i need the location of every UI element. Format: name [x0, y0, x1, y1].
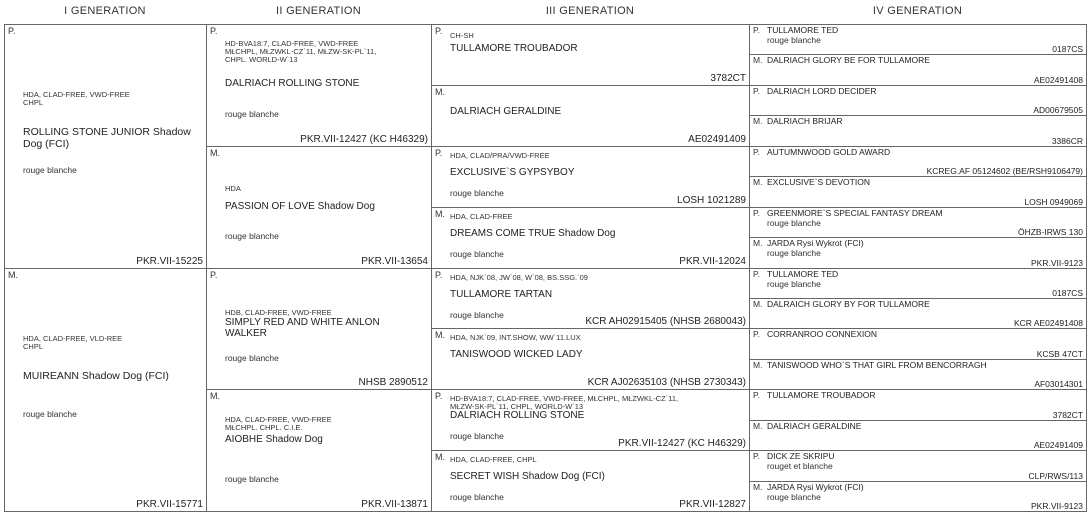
registration-number: PKR.VII-12427 (KC H46329): [300, 134, 428, 145]
generation-4-dam-cell: [749, 237, 1087, 269]
registration-number: 3386CR: [1051, 136, 1083, 146]
generation-2-header: II GENERATION: [276, 5, 361, 17]
titles: HDA, CLAD-FREE, VWD-FREE CHPL: [23, 90, 130, 107]
registration-number: PKR.VII-12827: [679, 499, 746, 510]
generation-4-sire-cell: [749, 207, 1087, 238]
dog-name: DALRIACH GLORY BE FOR TULLAMORE: [767, 55, 930, 65]
generation-4-dam-cell: [749, 481, 1087, 512]
generation-3-dam-cell: [431, 328, 750, 390]
parent-tag: P.: [753, 329, 760, 339]
coat-color: rouge blanche: [225, 109, 279, 119]
coat-color: rouge blanche: [225, 353, 279, 363]
registration-number: KCSB 47CT: [1036, 349, 1083, 359]
titles: HDA, CLAD-FREE, CHPL: [450, 455, 537, 464]
parent-tag: M.: [753, 299, 763, 309]
generation-4-sire-cell: [749, 24, 1087, 55]
parent-tag: M.: [753, 238, 763, 248]
dog-name: TULLAMORE TED: [767, 269, 839, 279]
coat-color: rouge blanche: [225, 474, 279, 484]
dog-name: TULLAMORE TED: [767, 25, 839, 35]
registration-number: 0187CS: [1052, 44, 1083, 54]
generation-4-dam-cell: [749, 359, 1087, 390]
dog-name: DALRIACH ROLLING STONE: [450, 410, 585, 421]
dog-name: AUTUMNWOOD GOLD AWARD: [767, 147, 891, 157]
parent-tag: M.: [435, 330, 445, 340]
coat-color: rouge blanche: [450, 492, 504, 502]
parent-tag: P.: [210, 26, 218, 36]
parent-tag: P.: [753, 390, 760, 400]
dog-name: CORRANROO CONNEXION: [767, 329, 878, 339]
generation-1-dam-cell: [4, 268, 207, 512]
titles: HDA, CLAD-FREE: [450, 212, 513, 221]
parent-tag: P.: [435, 270, 443, 280]
parent-tag: P.: [753, 208, 760, 218]
titles: HDA, CLAD/PRA/VWD-FREE: [450, 151, 550, 160]
dog-name: SECRET WISH Shadow Dog (FCI): [450, 471, 605, 482]
titles: HDB, CLAD-FREE, VWD-FREE: [225, 308, 332, 317]
parent-tag: M.: [753, 421, 763, 431]
titles: HD-BVA18:7, CLAD-FREE, VWD-FREE, MŁCHPL, MŁZWKL-CZ`11, MŁZW-SK-PL`11, CHPL, WORLD-W`13: [450, 394, 679, 411]
titles: CH-SH: [450, 31, 474, 40]
registration-number: AD00679505: [1033, 105, 1083, 115]
registration-number: KCR AJ02635103 (NHSB 2730343): [587, 377, 746, 388]
generation-4-dam-cell: [749, 176, 1087, 208]
registration-number: PKR.VII-13654: [361, 256, 428, 267]
titles: HDA, CLAD-FREE, VLD-REE CHPL: [23, 334, 123, 351]
dog-name: GREENMORE`S SPECIAL FANTASY DREAM: [767, 208, 943, 218]
coat-color: rouge blanche: [23, 409, 77, 419]
dog-name: AIOBHE Shadow Dog: [225, 434, 323, 445]
coat-color: rouge blanche: [450, 431, 504, 441]
registration-number: AE02491409: [1033, 440, 1083, 450]
generation-4-sire-cell: [749, 450, 1087, 482]
generation-4-dam-cell: [749, 115, 1087, 147]
dog-name: JARDA Rysi Wykrot (FCI): [767, 238, 864, 248]
coat-color: rouge blanche: [225, 231, 279, 241]
coat-color: rouge blanche: [450, 188, 504, 198]
parent-tag: P.: [435, 391, 443, 401]
parent-tag: M.: [753, 360, 763, 370]
titles: HDA, CLAD-FREE, VWD-FREE MŁCHPL. CHPL. C.I.E.: [225, 415, 332, 432]
titles: HDA, NJK`09, INT.SHOW, WW`11.LUX: [450, 333, 581, 342]
generation-4-dam-cell: [749, 54, 1087, 86]
titles: HDA: [225, 184, 241, 193]
parent-tag: M.: [8, 270, 18, 280]
generation-3-dam-cell: [431, 450, 750, 512]
parent-tag: M.: [753, 177, 763, 187]
generation-4-sire-cell: [749, 146, 1087, 177]
coat-color: rouge blanche: [767, 35, 821, 45]
dog-name: ROLLING STONE JUNIOR Shadow Dog (FCI): [23, 126, 191, 150]
registration-number: 0187CS: [1052, 288, 1083, 298]
parent-tag: P.: [753, 147, 760, 157]
dog-name: PASSION OF LOVE Shadow Dog: [225, 201, 375, 212]
generation-1-header: I GENERATION: [64, 5, 146, 17]
registration-number: LOSH 0949069: [1024, 197, 1083, 207]
registration-number: 3782CT: [1052, 410, 1083, 420]
dog-name: DALRAICH GLORY BY FOR TULLAMORE: [767, 299, 930, 309]
generation-2-sire-cell: [206, 24, 432, 147]
titles: HDA, NJK`08, JW`08, W`08, BS.SSG.`09: [450, 273, 588, 282]
generation-4-header: IV GENERATION: [872, 5, 963, 17]
registration-number: PKR.VII-9123: [1031, 501, 1083, 511]
generation-3-dam-cell: [431, 85, 750, 147]
coat-color: rouge blanche: [450, 249, 504, 259]
parent-tag: P.: [435, 148, 443, 158]
parent-tag: P.: [753, 451, 760, 461]
dog-name: DALRIACH GERALDINE: [767, 421, 862, 431]
parent-tag: P.: [210, 270, 218, 280]
parent-tag: M.: [753, 116, 763, 126]
parent-tag: P.: [435, 26, 443, 36]
dog-name: TULLAMORE TROUBADOR: [450, 43, 578, 54]
generation-4-dam-cell: [749, 420, 1087, 451]
generation-3-sire-cell: [431, 389, 750, 451]
generation-4-sire-cell: [749, 85, 1087, 116]
dog-name: EXCLUSIVE`S GYPSYBOY: [450, 167, 575, 178]
generation-1-sire-cell: [4, 24, 207, 269]
parent-tag: M.: [210, 391, 220, 401]
dog-name: JARDA Rysi Wykrot (FCI): [767, 482, 864, 492]
generation-2-sire-cell: [206, 268, 432, 390]
dog-name: DALRIACH LORD DECIDER: [767, 86, 877, 96]
parent-tag: M.: [210, 148, 220, 158]
dog-name: DALRIACH ROLLING STONE: [225, 78, 360, 89]
dog-name: TULLAMORE TARTAN: [450, 289, 553, 300]
generation-3-sire-cell: [431, 268, 750, 329]
dog-name: SIMPLY RED AND WHITE ANLON WALKER: [225, 317, 380, 339]
registration-number: ÖHZB-IRWS 130: [1017, 227, 1083, 237]
generation-2-dam-cell: [206, 389, 432, 512]
registration-number: PKR.VII-13871: [361, 499, 428, 510]
parent-tag: P.: [753, 269, 760, 279]
generation-3-sire-cell: [431, 24, 750, 86]
coat-color: rouge blanche: [450, 310, 504, 320]
parent-tag: M.: [753, 482, 763, 492]
dog-name: TANISWOOD WICKED LADY: [450, 349, 583, 360]
parent-tag: P.: [8, 26, 16, 36]
generation-4-sire-cell: [749, 389, 1087, 421]
parent-tag: M.: [753, 55, 763, 65]
coat-color: rouget et blanche: [767, 461, 833, 471]
dog-name: DALRIACH BRIJAR: [767, 116, 843, 126]
coat-color: rouge blanche: [767, 218, 821, 228]
generation-4-dam-cell: [749, 298, 1087, 329]
coat-color: rouge blanche: [767, 248, 821, 258]
registration-number: KCR AE02491408: [1014, 318, 1083, 328]
registration-number: PKR.VII-15771: [136, 499, 203, 510]
registration-number: AF03014301: [1034, 379, 1083, 389]
parent-tag: M.: [435, 452, 445, 462]
registration-number: NHSB 2890512: [358, 377, 428, 388]
registration-number: LOSH 1021289: [677, 195, 746, 206]
parent-tag: M.: [435, 209, 445, 219]
parent-tag: P.: [753, 86, 760, 96]
registration-number: AE02491408: [1033, 75, 1083, 85]
registration-number: PKR.VII-12024: [679, 256, 746, 267]
dog-name: MUIREANN Shadow Dog (FCI): [23, 370, 169, 382]
dog-name: DREAMS COME TRUE Shadow Dog: [450, 228, 616, 239]
generation-3-sire-cell: [431, 146, 750, 208]
dog-name: TANISWOOD WHO`S THAT GIRL FROM BENCORRAGH: [767, 360, 987, 370]
registration-number: PKR.VII-15225: [136, 256, 203, 267]
coat-color: rouge blanche: [767, 279, 821, 289]
registration-number: AE02491409: [688, 134, 746, 145]
generation-2-dam-cell: [206, 146, 432, 269]
parent-tag: P.: [753, 25, 760, 35]
registration-number: KCR AH02915405 (NHSB 2680043): [585, 316, 746, 327]
titles: HD-BVA18:7, CLAD-FREE, VWD-FREE MŁCHPL, MŁZWKL-CZ`11, MŁZW-SK-PL`11, CHPL. WORLD-W`13: [225, 39, 377, 64]
parent-tag: M.: [435, 87, 445, 97]
dog-name: DALRIACH GERALDINE: [450, 106, 562, 117]
registration-number: PKR.VII-9123: [1031, 258, 1083, 268]
generation-3-dam-cell: [431, 207, 750, 269]
registration-number: 3782CT: [710, 73, 746, 84]
generation-3-header: III GENERATION: [545, 5, 635, 17]
dog-name: EXCLUSIVE`S DEVOTION: [767, 177, 870, 187]
generation-4-sire-cell: [749, 328, 1087, 360]
registration-number: PKR.VII-12427 (KC H46329): [618, 438, 746, 449]
registration-number: KCREG.AF 05124602 (BE/RSH9106479): [926, 166, 1083, 176]
dog-name: DICK ZE SKRIPU: [767, 451, 835, 461]
generation-4-sire-cell: [749, 268, 1087, 299]
coat-color: rouge blanche: [767, 492, 821, 502]
registration-number: CLP/RWS/113: [1028, 471, 1083, 481]
coat-color: rouge blanche: [23, 165, 77, 175]
dog-name: TULLAMORE TROUBADOR: [767, 390, 876, 400]
